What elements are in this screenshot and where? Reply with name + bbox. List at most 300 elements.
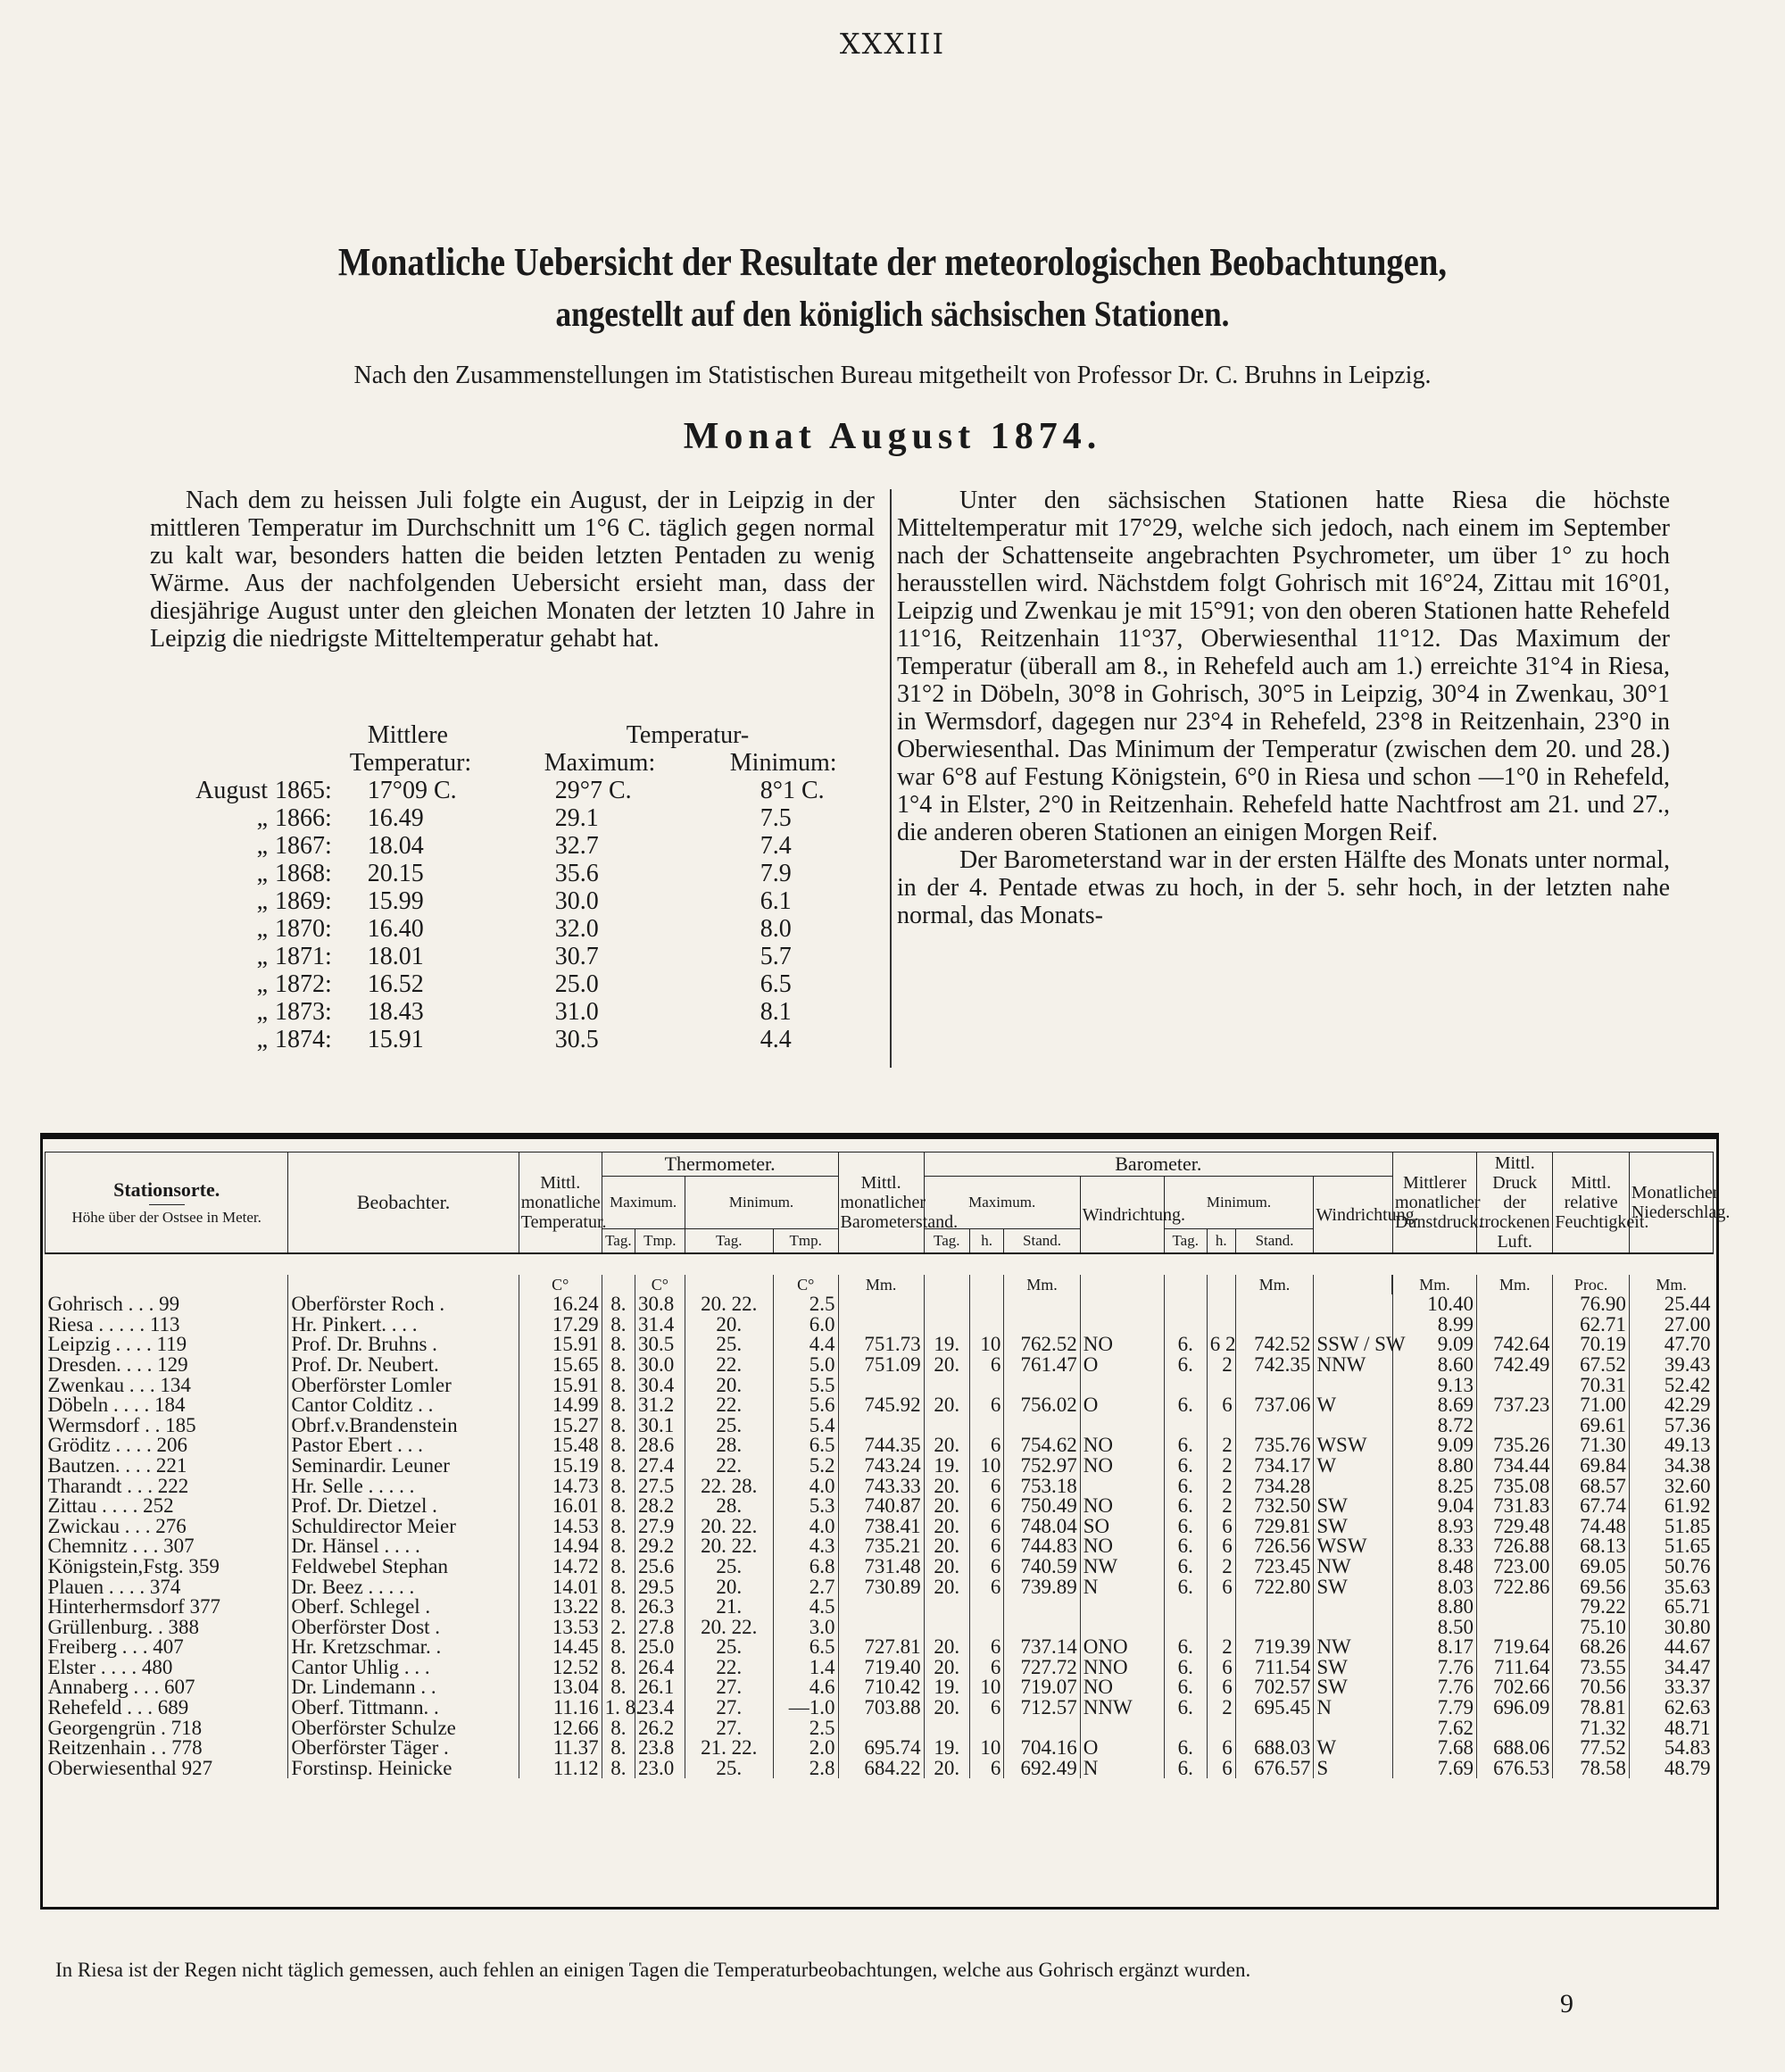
cell-baro-max-day — [924, 1376, 969, 1396]
cell-station: Freiberg . . . 407 — [47, 1635, 184, 1659]
cell-baro-max-wind — [1080, 1416, 1164, 1436]
table-row — [46, 1637, 1714, 1658]
history-label: „ — [256, 1026, 268, 1053]
cell-precipitation: 49.13 — [1629, 1435, 1713, 1456]
cell-baro-min-wind — [1314, 1376, 1392, 1396]
cell-min-temp: 4.5 — [773, 1597, 838, 1618]
cell-vapour: 8.80 — [1393, 1597, 1477, 1618]
table-row — [46, 1759, 1714, 1779]
header-mean-temp: Mittl. monatliche Temperatur. — [519, 1152, 602, 1254]
cell-baro-min-wind — [1314, 1315, 1392, 1336]
history-min: 8.1 — [760, 998, 792, 1026]
cell-min-day: 25. — [685, 1637, 773, 1658]
cell-min-day: 22. — [685, 1395, 773, 1416]
cell-humidity: 68.26 — [1553, 1637, 1629, 1658]
cell-mean-baro: 703.88 — [838, 1698, 924, 1718]
cell-humidity: 68.57 — [1553, 1477, 1629, 1497]
cell-baro-max-stand: 704.16 — [1004, 1738, 1080, 1759]
cell-vapour: 8.99 — [1393, 1315, 1477, 1336]
cell-baro-max-wind: N — [1080, 1577, 1164, 1598]
history-year: 1873: — [275, 998, 332, 1026]
history-label: „ — [256, 832, 268, 860]
cell-baro-min-hour: 2 — [1207, 1496, 1235, 1517]
cell-humidity: 69.61 — [1553, 1416, 1629, 1436]
cell-mean-temp: 11.12 — [519, 1759, 602, 1779]
cell-baro-max-wind — [1080, 1718, 1164, 1739]
cell-max-temp: 27.5 — [635, 1477, 685, 1497]
cell-max-temp: 26.1 — [635, 1677, 685, 1698]
cell-baro-min-wind: WSW — [1314, 1536, 1392, 1557]
cell-mean-baro: 740.87 — [838, 1496, 924, 1517]
cell-min-temp: 6.5 — [773, 1435, 838, 1456]
cell-dry-air: 696.09 — [1476, 1698, 1552, 1718]
cell-min-day: 25. — [685, 1335, 773, 1355]
unit-mm: Mm. — [838, 1275, 924, 1295]
header-baro-min: Minimum. — [1164, 1177, 1314, 1229]
cell-max-day: 8. — [602, 1536, 635, 1557]
cell-baro-min-day: 6. — [1164, 1517, 1207, 1537]
cell-baro-min-day: 6. — [1164, 1759, 1207, 1779]
cell-baro-max-stand: 750.49 — [1004, 1496, 1080, 1517]
cell-baro-min-stand: 722.80 — [1235, 1577, 1314, 1598]
cell-mean-temp: 14.99 — [519, 1395, 602, 1416]
cell-max-temp: 31.2 — [635, 1395, 685, 1416]
cell-precipitation: 61.92 — [1629, 1496, 1713, 1517]
cell-baro-max-day: 20. — [924, 1658, 969, 1678]
cell-baro-max-wind: O — [1080, 1355, 1164, 1376]
cell-humidity: 62.71 — [1553, 1315, 1629, 1336]
table-row — [46, 1718, 1714, 1739]
cell-station: Gohrisch . . . 99 — [47, 1293, 180, 1316]
cell-humidity: 69.56 — [1553, 1577, 1629, 1598]
cell-baro-max-stand: 753.18 — [1004, 1477, 1080, 1497]
unit-mm: Mm. — [1476, 1275, 1552, 1295]
cell-observer: Oberförster Roch . — [288, 1294, 519, 1315]
cell-baro-max-stand — [1004, 1315, 1080, 1336]
history-year: 1868: — [275, 860, 332, 887]
cell-baro-max-wind: N — [1080, 1759, 1164, 1779]
cell-baro-max-stand: 762.52 — [1004, 1335, 1080, 1355]
cell-observer: Forstinsp. Heinicke — [288, 1759, 519, 1779]
page-number-roman: XXXIII — [839, 27, 946, 61]
cell-baro-min-hour: 2 — [1207, 1477, 1235, 1497]
cell-baro-min-hour: 2 — [1207, 1637, 1235, 1658]
cell-mean-temp: 13.22 — [519, 1597, 602, 1618]
cell-baro-min-wind — [1314, 1294, 1392, 1315]
header-tmp: Tmp. — [635, 1229, 685, 1254]
cell-max-temp: 27.8 — [635, 1618, 685, 1638]
cell-baro-max-hour: 6 — [969, 1355, 1003, 1376]
cell-mean-baro: 745.92 — [838, 1395, 924, 1416]
header-tag: Tag. — [602, 1229, 635, 1254]
cell-max-temp: 27.9 — [635, 1517, 685, 1537]
cell-baro-min-day: 6. — [1164, 1698, 1207, 1718]
cell-baro-min-hour: 6 — [1207, 1738, 1235, 1759]
cell-dry-air: 719.64 — [1476, 1637, 1552, 1658]
cell-baro-max-day: 20. — [924, 1698, 969, 1718]
cell-min-day: 20. 22. — [685, 1294, 773, 1315]
cell-baro-max-hour — [969, 1294, 1003, 1315]
cell-precipitation: 35.63 — [1629, 1577, 1713, 1598]
footnote: In Riesa ist der Regen nicht täglich gemessen, auch fehlen an einigen Tagen die Temperaturbeobachtungen, welche aus Gohrisch ergänzt wurden. — [55, 1959, 1251, 1981]
cell-baro-max-wind — [1080, 1618, 1164, 1638]
cell-mean-baro — [838, 1294, 924, 1315]
table-row — [46, 1618, 1714, 1638]
cell-dry-air: 723.00 — [1476, 1557, 1552, 1577]
table-row — [46, 1355, 1714, 1376]
history-year: 1871: — [275, 943, 332, 970]
table-row — [46, 1416, 1714, 1436]
cell-min-temp: 5.0 — [773, 1355, 838, 1376]
cell-mean-baro: 695.74 — [838, 1738, 924, 1759]
cell-baro-min-stand: 688.03 — [1235, 1738, 1314, 1759]
cell-station: Riesa . . . . . 113 — [47, 1312, 180, 1336]
history-min: 8.0 — [760, 915, 792, 943]
cell-max-day: 8. — [602, 1416, 635, 1436]
cell-baro-min-hour: 6 — [1207, 1536, 1235, 1557]
cell-baro-min-hour: 6 — [1207, 1395, 1235, 1416]
cell-min-temp: 4.0 — [773, 1517, 838, 1537]
history-mean: 18.43 — [367, 998, 424, 1026]
cell-mean-temp: 12.52 — [519, 1658, 602, 1678]
history-year: 1872: — [275, 970, 332, 998]
cell-max-temp: 30.5 — [635, 1335, 685, 1355]
history-label: „ — [256, 970, 268, 998]
cell-humidity: 73.55 — [1553, 1658, 1629, 1678]
cell-baro-max-day: 20. — [924, 1355, 969, 1376]
cell-baro-max-day: 20. — [924, 1395, 969, 1416]
cell-baro-min-wind — [1314, 1477, 1392, 1497]
history-mean: 15.99 — [367, 887, 424, 915]
cell-mean-temp: 11.37 — [519, 1738, 602, 1759]
cell-mean-baro: 730.89 — [838, 1577, 924, 1598]
table-row — [46, 1496, 1714, 1517]
cell-baro-max-wind — [1080, 1294, 1164, 1315]
cell-baro-min-wind: N — [1314, 1698, 1392, 1718]
cell-baro-min-stand: 695.45 — [1235, 1698, 1314, 1718]
cell-min-temp: 5.2 — [773, 1456, 838, 1477]
cell-mean-temp: 15.91 — [519, 1335, 602, 1355]
history-min: 7.9 — [760, 860, 792, 887]
history-mean: 16.49 — [367, 804, 424, 832]
cell-baro-max-stand: 748.04 — [1004, 1517, 1080, 1537]
cell-baro-max-wind: NO — [1080, 1456, 1164, 1477]
cell-mean-baro: 751.73 — [838, 1335, 924, 1355]
cell-max-day: 8. — [602, 1597, 635, 1618]
cell-dry-air: 711.64 — [1476, 1658, 1552, 1678]
cell-humidity: 71.30 — [1553, 1435, 1629, 1456]
cell-min-day: 20. 22. — [685, 1618, 773, 1638]
cell-observer: Hr. Selle . . . . . — [288, 1477, 519, 1497]
history-label: „ — [256, 915, 268, 943]
cell-baro-min-hour: 2 — [1207, 1698, 1235, 1718]
cell-baro-min-stand: 742.52 — [1235, 1335, 1314, 1355]
cell-station: Wermsdorf . . 185 — [47, 1413, 196, 1436]
cell-max-day: 1. 8. — [602, 1698, 635, 1718]
cell-station: Grüllenburg. . 388 — [47, 1615, 200, 1638]
cell-min-day: 25. — [685, 1557, 773, 1577]
cell-min-day: 22. — [685, 1658, 773, 1678]
cell-baro-max-wind: SO — [1080, 1517, 1164, 1537]
table-row — [46, 1557, 1714, 1577]
cell-baro-min-day — [1164, 1315, 1207, 1336]
table-row — [46, 1698, 1714, 1718]
cell-mean-baro: 684.22 — [838, 1759, 924, 1779]
history-row — [183, 832, 837, 860]
cell-mean-baro: 738.41 — [838, 1517, 924, 1537]
cell-baro-max-day: 20. — [924, 1496, 969, 1517]
cell-baro-min-stand: 723.45 — [1235, 1557, 1314, 1577]
header-stand: Stand. — [1004, 1229, 1080, 1254]
cell-baro-min-day — [1164, 1618, 1207, 1638]
cell-baro-max-stand: 737.14 — [1004, 1637, 1080, 1658]
cell-observer: Prof. Dr. Bruhns . — [288, 1335, 519, 1355]
cell-station: Annaberg . . . 607 — [47, 1676, 195, 1699]
cell-baro-max-stand: 754.62 — [1004, 1435, 1080, 1456]
history-row — [183, 970, 837, 998]
cell-dry-air: 737.23 — [1476, 1395, 1552, 1416]
cell-baro-max-day: 20. — [924, 1637, 969, 1658]
cell-baro-max-stand: 756.02 — [1004, 1395, 1080, 1416]
cell-baro-max-day — [924, 1718, 969, 1739]
cell-humidity: 69.84 — [1553, 1456, 1629, 1477]
cell-mean-temp: 15.48 — [519, 1435, 602, 1456]
cell-precipitation: 51.85 — [1629, 1517, 1713, 1537]
cell-dry-air — [1476, 1294, 1552, 1315]
hist-header-temp-extr: Temperatur- — [626, 721, 750, 749]
cell-station: Tharandt . . . 222 — [47, 1474, 189, 1497]
cell-baro-max-day — [924, 1618, 969, 1638]
cell-baro-max-wind: NW — [1080, 1557, 1164, 1577]
cell-baro-max-wind: NNW — [1080, 1698, 1164, 1718]
cell-precipitation: 44.67 — [1629, 1637, 1713, 1658]
cell-min-day: 22. — [685, 1456, 773, 1477]
cell-baro-max-wind: NO — [1080, 1677, 1164, 1698]
cell-baro-min-wind: SW — [1314, 1496, 1392, 1517]
cell-baro-min-day — [1164, 1718, 1207, 1739]
cell-vapour: 7.76 — [1393, 1658, 1477, 1678]
header-observer: Beobachter. — [288, 1152, 519, 1254]
cell-min-temp: —1.0 — [773, 1698, 838, 1718]
cell-vapour: 7.76 — [1393, 1677, 1477, 1698]
cell-baro-max-stand — [1004, 1718, 1080, 1739]
header-precipitation: Monatlicher Niederschlag. — [1629, 1152, 1713, 1254]
cell-baro-min-day — [1164, 1376, 1207, 1396]
cell-min-day: 27. — [685, 1698, 773, 1718]
hist-header-max: Maximum: — [544, 749, 656, 777]
cell-station: Dresden. . . . 129 — [47, 1352, 188, 1376]
cell-station: Hinterhermsdorf 377 — [47, 1595, 221, 1618]
history-mean: 18.04 — [367, 832, 424, 860]
history-year: 1867: — [275, 832, 332, 860]
history-mean: 15.91 — [367, 1026, 424, 1053]
cell-humidity: 77.52 — [1553, 1738, 1629, 1759]
cell-precipitation: 52.42 — [1629, 1376, 1713, 1396]
cell-baro-max-hour: 10 — [969, 1738, 1003, 1759]
history-year: 1866: — [275, 804, 332, 832]
cell-mean-baro: 735.21 — [838, 1536, 924, 1557]
cell-humidity: 75.10 — [1553, 1618, 1629, 1638]
unit-mm: Mm. — [1393, 1275, 1477, 1295]
cell-observer: Hr. Pinkert. . . . — [288, 1315, 519, 1336]
cell-min-temp: 5.3 — [773, 1496, 838, 1517]
cell-baro-min-day — [1164, 1416, 1207, 1436]
header-wind-max: Windrichtung. — [1080, 1177, 1164, 1254]
cell-baro-min-hour — [1207, 1376, 1235, 1396]
cell-humidity: 76.90 — [1553, 1294, 1629, 1315]
history-mean: 17°09 C. — [367, 777, 457, 804]
history-row — [183, 998, 837, 1026]
cell-observer: Oberf. Schlegel . — [288, 1597, 519, 1618]
cell-precipitation: 27.00 — [1629, 1315, 1713, 1336]
history-max: 30.7 — [554, 943, 599, 970]
cell-precipitation: 32.60 — [1629, 1477, 1713, 1497]
cell-vapour: 8.33 — [1393, 1536, 1477, 1557]
cell-station: Gröditz . . . . 206 — [47, 1434, 188, 1457]
cell-baro-max-hour: 6 — [969, 1435, 1003, 1456]
history-max: 32.7 — [554, 832, 599, 860]
history-label: August — [195, 777, 268, 804]
cell-baro-max-day: 20. — [924, 1577, 969, 1598]
cell-baro-max-hour: 6 — [969, 1759, 1003, 1779]
cell-baro-max-stand: 740.59 — [1004, 1557, 1080, 1577]
cell-vapour: 7.68 — [1393, 1738, 1477, 1759]
cell-humidity: 78.58 — [1553, 1759, 1629, 1779]
table-row — [46, 1677, 1714, 1698]
cell-baro-max-hour: 6 — [969, 1658, 1003, 1678]
cell-baro-min-hour: 6 — [1207, 1577, 1235, 1598]
cell-baro-min-hour — [1207, 1315, 1235, 1336]
cell-min-day: 28. — [685, 1496, 773, 1517]
unit-celsius: C° — [773, 1275, 838, 1295]
cell-max-day: 8. — [602, 1315, 635, 1336]
history-year: 1870: — [275, 915, 332, 943]
unit-mm: Mm. — [1235, 1275, 1314, 1295]
history-min: 7.5 — [760, 804, 792, 832]
cell-baro-min-hour: 6 — [1207, 1759, 1235, 1779]
cell-min-temp: 6.8 — [773, 1557, 838, 1577]
cell-humidity: 70.19 — [1553, 1335, 1629, 1355]
cell-baro-min-stand: 742.35 — [1235, 1355, 1314, 1376]
cell-baro-max-stand: 739.89 — [1004, 1577, 1080, 1598]
hist-header-mittlere: Mittlere — [367, 721, 448, 749]
cell-dry-air: 726.88 — [1476, 1536, 1552, 1557]
cell-observer: Oberförster Täger . — [288, 1738, 519, 1759]
cell-baro-min-wind: SW — [1314, 1677, 1392, 1698]
cell-max-temp: 27.4 — [635, 1456, 685, 1477]
cell-mean-temp: 14.72 — [519, 1557, 602, 1577]
cell-baro-max-hour: 10 — [969, 1456, 1003, 1477]
cell-min-temp: 4.4 — [773, 1335, 838, 1355]
cell-baro-min-wind: SW — [1314, 1517, 1392, 1537]
table-row — [46, 1597, 1714, 1618]
cell-baro-min-wind: W — [1314, 1738, 1392, 1759]
cell-min-temp: 2.8 — [773, 1759, 838, 1779]
cell-mean-temp: 17.29 — [519, 1315, 602, 1336]
cell-baro-max-hour: 6 — [969, 1557, 1003, 1577]
cell-vapour: 8.69 — [1393, 1395, 1477, 1416]
cell-baro-max-day: 20. — [924, 1759, 969, 1779]
header-dry-air: Mittl. Druck der trockenen Luft. — [1476, 1152, 1552, 1254]
cell-mean-baro: 751.09 — [838, 1355, 924, 1376]
history-label: „ — [256, 887, 268, 915]
cell-max-temp: 28.6 — [635, 1435, 685, 1456]
cell-observer: Dr. Hänsel . . . . — [288, 1536, 519, 1557]
cell-precipitation: 33.37 — [1629, 1677, 1713, 1698]
cell-baro-min-stand — [1235, 1597, 1314, 1618]
cell-baro-min-wind: WSW — [1314, 1435, 1392, 1456]
header-thermometer: Thermometer. — [602, 1152, 838, 1177]
cell-vapour: 9.13 — [1393, 1376, 1477, 1396]
unit-celsius: C° — [519, 1275, 602, 1295]
table-row — [46, 1577, 1714, 1598]
cell-station: Chemnitz . . . 307 — [47, 1535, 195, 1558]
cell-vapour: 8.60 — [1393, 1355, 1477, 1376]
cell-observer: Hr. Kretzschmar. . — [288, 1637, 519, 1658]
cell-baro-max-day — [924, 1597, 969, 1618]
cell-baro-max-hour: 10 — [969, 1335, 1003, 1355]
cell-baro-min-stand: 737.06 — [1235, 1395, 1314, 1416]
cell-mean-baro — [838, 1597, 924, 1618]
cell-baro-max-day: 19. — [924, 1677, 969, 1698]
cell-baro-min-day: 6. — [1164, 1435, 1207, 1456]
cell-baro-max-stand — [1004, 1597, 1080, 1618]
cell-baro-max-wind — [1080, 1597, 1164, 1618]
cell-baro-min-wind — [1314, 1618, 1392, 1638]
cell-vapour: 9.04 — [1393, 1496, 1477, 1517]
header-vapour: Mittlerer monatlicher Dunstdruck. — [1393, 1152, 1477, 1254]
cell-mean-baro — [838, 1618, 924, 1638]
cell-baro-min-hour — [1207, 1416, 1235, 1436]
history-max: 32.0 — [554, 915, 599, 943]
header-station: Stationsorte. Höhe über der Ostsee in Meter. — [46, 1152, 288, 1254]
cell-baro-max-day: 19. — [924, 1456, 969, 1477]
history-row — [183, 943, 837, 970]
cell-max-day: 8. — [602, 1335, 635, 1355]
cell-precipitation: 62.63 — [1629, 1698, 1713, 1718]
history-mean: 20.15 — [367, 860, 424, 887]
cell-observer: Cantor Uhlig . . . — [288, 1658, 519, 1678]
history-min: 6.5 — [760, 970, 792, 998]
left-column-text — [150, 487, 875, 653]
cell-baro-max-wind: NO — [1080, 1536, 1164, 1557]
cell-observer: Oberförster Dost . — [288, 1618, 519, 1638]
history-label: „ — [256, 860, 268, 887]
cell-station: Rehefeld . . . 689 — [47, 1696, 189, 1719]
cell-baro-min-stand: 734.28 — [1235, 1477, 1314, 1497]
cell-mean-baro — [838, 1416, 924, 1436]
cell-dry-air — [1476, 1376, 1552, 1396]
cell-baro-min-hour: 6 2 — [1207, 1335, 1235, 1355]
cell-max-temp: 23.8 — [635, 1738, 685, 1759]
cell-min-temp: 3.0 — [773, 1618, 838, 1638]
cell-max-day: 8. — [602, 1496, 635, 1517]
cell-baro-max-day — [924, 1294, 969, 1315]
cell-baro-min-stand: 676.57 — [1235, 1759, 1314, 1779]
cell-max-day: 2. — [602, 1618, 635, 1638]
cell-max-temp: 30.0 — [635, 1355, 685, 1376]
header-tag: Tag. — [1164, 1229, 1207, 1254]
cell-vapour: 7.69 — [1393, 1759, 1477, 1779]
cell-baro-min-wind: S — [1314, 1759, 1392, 1779]
cell-baro-max-hour — [969, 1618, 1003, 1638]
month-heading: Monat August 1874. — [683, 416, 1102, 457]
header-hour: h. — [1207, 1229, 1235, 1254]
cell-observer: Pastor Ebert . . . — [288, 1435, 519, 1456]
cell-max-day: 8. — [602, 1658, 635, 1678]
cell-baro-min-wind: NNW — [1314, 1355, 1392, 1376]
cell-humidity: 74.48 — [1553, 1517, 1629, 1537]
